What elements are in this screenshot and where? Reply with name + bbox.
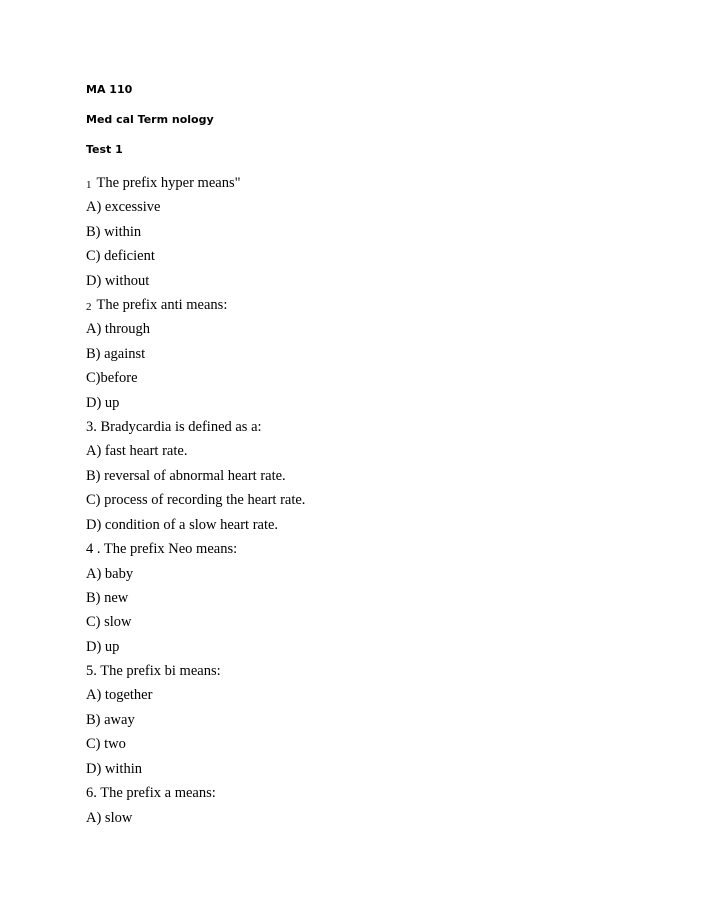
answer-option: D) without (86, 273, 150, 289)
answer-option: A) baby (86, 566, 134, 582)
question-4-prompt: 4 . The prefix Neo means: (86, 541, 238, 557)
answer-option: B) within (86, 224, 142, 240)
answer-option: C)before (86, 370, 138, 386)
question-3-prompt: 3. Bradycardia is defined as a: (86, 419, 262, 435)
question-number: 2 (86, 301, 92, 313)
answer-option: A) fast heart rate. (86, 443, 188, 459)
answer-option: A) through (86, 321, 151, 337)
answer-option: D) condition of a slow heart rate. (86, 517, 279, 533)
answer-option: A) slow (86, 810, 133, 826)
question-number: 1 (86, 179, 92, 191)
course-code: MA 110 (86, 83, 133, 96)
answer-option: B) reversal of abnormal heart rate. (86, 468, 286, 484)
answer-option: C) two (86, 736, 126, 752)
answer-option: C) deficient (86, 248, 155, 264)
answer-option: B) new (86, 590, 129, 606)
answer-option: B) against (86, 346, 146, 362)
question-6-prompt: 6. The prefix a means: (86, 785, 216, 801)
question-2-prompt (86, 296, 227, 315)
answer-option: D) within (86, 761, 142, 777)
question-5-prompt: 5. The prefix bi means: (86, 663, 221, 679)
answer-option: A) excessive (86, 199, 161, 215)
answer-option: D) up (86, 639, 120, 655)
answer-option: C) process of recording the heart rate. (86, 492, 306, 508)
answer-option: D) up (86, 395, 120, 411)
question-text: The prefix hyper means" (96, 175, 241, 191)
question-text: The prefix anti means: (96, 297, 228, 313)
answer-option: C) slow (86, 614, 132, 630)
course-title: Med cal Term nology (86, 113, 214, 126)
answer-option: A) together (86, 687, 153, 703)
answer-option: B) away (86, 712, 135, 728)
test-title: Test 1 (86, 143, 123, 156)
question-1-prompt (86, 174, 241, 193)
